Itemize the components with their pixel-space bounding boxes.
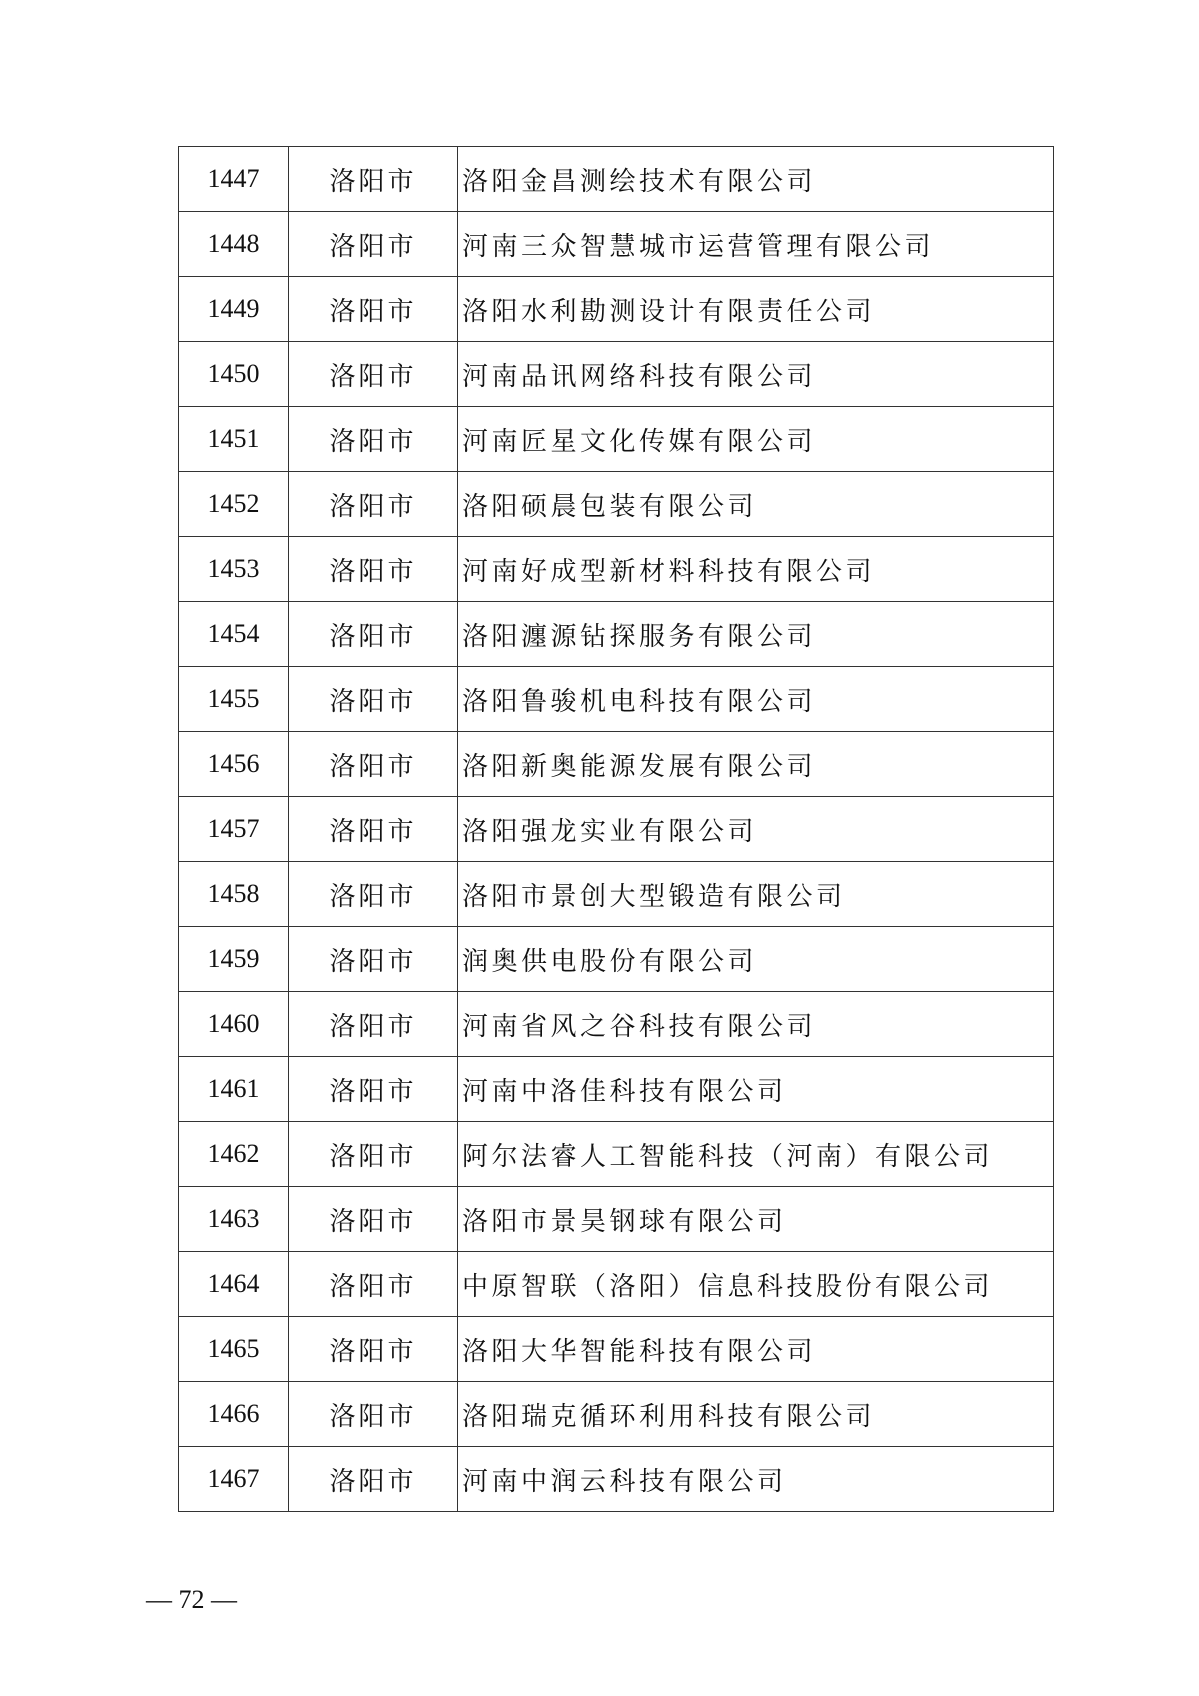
row-company-name: 洛阳强龙实业有限公司 [458,797,1054,862]
row-number: 1466 [179,1382,289,1447]
row-number: 1454 [179,602,289,667]
table-row [179,927,1054,992]
row-city: 洛阳市 [289,992,458,1057]
table-row [179,1122,1054,1187]
table-row [179,1252,1054,1317]
row-number: 1451 [179,407,289,472]
row-company-name: 洛阳硕晨包装有限公司 [458,472,1054,537]
table-row [179,1317,1054,1382]
table-row [179,212,1054,277]
row-city: 洛阳市 [289,1187,458,1252]
row-number: 1458 [179,862,289,927]
row-company-name: 洛阳水利勘测设计有限责任公司 [458,277,1054,342]
row-company-name: 洛阳大华智能科技有限公司 [458,1317,1054,1382]
row-number: 1461 [179,1057,289,1122]
row-city: 洛阳市 [289,927,458,992]
row-number: 1450 [179,342,289,407]
table-row [179,342,1054,407]
table-row [179,407,1054,472]
row-city: 洛阳市 [289,472,458,537]
row-city: 洛阳市 [289,277,458,342]
row-city: 洛阳市 [289,1252,458,1317]
table-row [179,472,1054,537]
row-city: 洛阳市 [289,537,458,602]
row-city: 洛阳市 [289,1317,458,1382]
company-table [178,146,1054,1512]
company-table-body [179,147,1054,1512]
table-row [179,732,1054,797]
row-number: 1463 [179,1187,289,1252]
row-number: 1464 [179,1252,289,1317]
row-city: 洛阳市 [289,212,458,277]
table-row [179,797,1054,862]
table-row [179,602,1054,667]
row-company-name: 河南匠星文化传媒有限公司 [458,407,1054,472]
table-row [179,537,1054,602]
row-company-name: 中原智联（洛阳）信息科技股份有限公司 [458,1252,1054,1317]
row-company-name: 河南好成型新材料科技有限公司 [458,537,1054,602]
row-company-name: 河南中润云科技有限公司 [458,1447,1054,1512]
row-number: 1456 [179,732,289,797]
row-company-name: 洛阳市景创大型锻造有限公司 [458,862,1054,927]
row-company-name: 河南品讯网络科技有限公司 [458,342,1054,407]
table-row [179,667,1054,732]
row-city: 洛阳市 [289,407,458,472]
table-row [179,862,1054,927]
row-number: 1455 [179,667,289,732]
row-number: 1457 [179,797,289,862]
row-city: 洛阳市 [289,1057,458,1122]
row-company-name: 阿尔法睿人工智能科技（河南）有限公司 [458,1122,1054,1187]
row-number: 1462 [179,1122,289,1187]
row-company-name: 洛阳金昌测绘技术有限公司 [458,147,1054,212]
row-company-name: 洛阳瑞克循环利用科技有限公司 [458,1382,1054,1447]
row-company-name: 河南省风之谷科技有限公司 [458,992,1054,1057]
row-number: 1459 [179,927,289,992]
row-number: 1449 [179,277,289,342]
row-company-name: 河南三众智慧城市运营管理有限公司 [458,212,1054,277]
table-row [179,1057,1054,1122]
table-row [179,277,1054,342]
row-city: 洛阳市 [289,862,458,927]
row-company-name: 河南中洛佳科技有限公司 [458,1057,1054,1122]
row-city: 洛阳市 [289,1382,458,1447]
row-number: 1452 [179,472,289,537]
row-company-name: 洛阳市景昊钢球有限公司 [458,1187,1054,1252]
row-city: 洛阳市 [289,342,458,407]
row-number: 1448 [179,212,289,277]
page-number: — 72 — [146,1585,237,1614]
table-row [179,1382,1054,1447]
row-company-name: 洛阳瀍源钻探服务有限公司 [458,602,1054,667]
row-city: 洛阳市 [289,667,458,732]
table-row [179,992,1054,1057]
row-company-name: 洛阳鲁骏机电科技有限公司 [458,667,1054,732]
row-company-name: 润奥供电股份有限公司 [458,927,1054,992]
row-city: 洛阳市 [289,147,458,212]
row-company-name: 洛阳新奥能源发展有限公司 [458,732,1054,797]
row-city: 洛阳市 [289,797,458,862]
table-row [179,147,1054,212]
row-number: 1447 [179,147,289,212]
row-city: 洛阳市 [289,1122,458,1187]
row-number: 1465 [179,1317,289,1382]
row-city: 洛阳市 [289,732,458,797]
row-city: 洛阳市 [289,602,458,667]
row-city: 洛阳市 [289,1447,458,1512]
table-row [179,1447,1054,1512]
row-number: 1460 [179,992,289,1057]
table-row [179,1187,1054,1252]
row-number: 1453 [179,537,289,602]
row-number: 1467 [179,1447,289,1512]
